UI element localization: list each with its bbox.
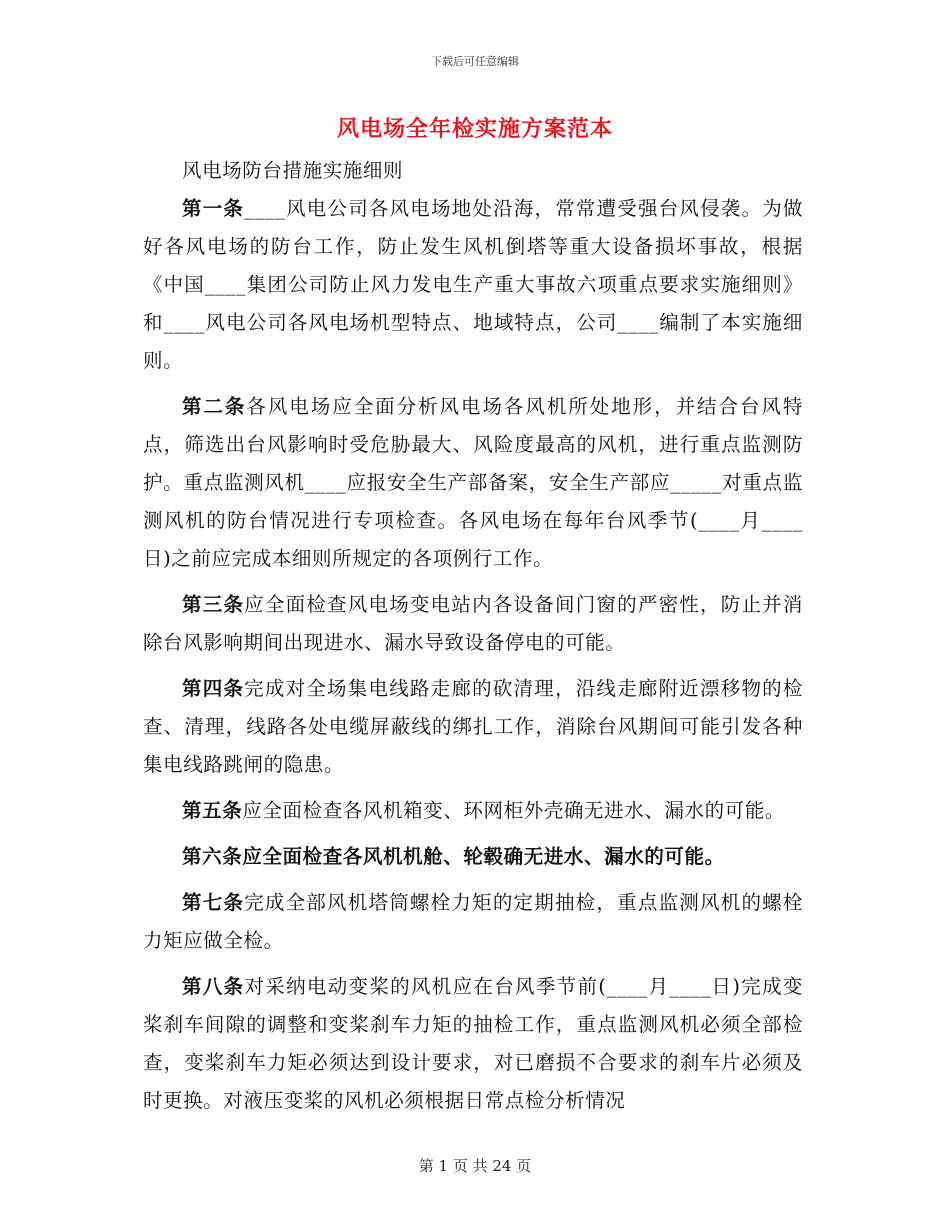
- article-8: [143, 968, 803, 1120]
- article-label: 第二条: [182, 395, 247, 418]
- article-label: 第三条: [182, 593, 245, 616]
- article-label: 第六条: [182, 845, 243, 868]
- article-label: 第四条: [182, 677, 245, 700]
- article-6: [143, 838, 803, 876]
- article-4: [143, 670, 803, 784]
- article-7: [143, 884, 803, 960]
- article-text: 应全面检查各风机箱变、环网柜外壳确无进水、漏水的可能。: [242, 799, 786, 822]
- article-1: [143, 190, 803, 380]
- article-text: 完成对全场集电线路走廊的砍清理，沿线走廊附近漂移物的检查、清理，线路各处电缆屏蔽线的绑扎工作，消除台风期间可能引发各种集电线路跳闸的隐患。: [143, 677, 803, 776]
- page-footer: 第 1 页 共 24 页: [418, 1157, 532, 1175]
- article-2: [143, 388, 803, 578]
- document-subtitle: 风电场防台措施实施细则: [182, 159, 404, 182]
- article-5: [143, 792, 803, 830]
- document-body: [143, 152, 803, 1128]
- article-text: 应全面检查各风机机舱、轮毂确无进水、漏水的可能。: [242, 845, 725, 868]
- article-label: 第一条: [182, 197, 245, 220]
- header-note: 下载后可任意编辑: [431, 55, 519, 68]
- article-label: 第七条: [182, 891, 245, 914]
- article-text: 各风电场应全面分析风电场各风机所处地形，并结合台风特点，筛选出台风影响时受危胁最大、风险度最高的风机，进行重点监测防护。重点监测风机____应报安全生产部备案，安全生产部应_____对重点监测风机的防台情况进行专项检查。各风电场在每年台风季节(____月____日)之前应完成本细则所规定的各项例行工作。: [143, 395, 803, 570]
- article-text: 完成全部风机塔筒螺栓力矩的定期抽检，重点监测风机的螺栓力矩应做全检。: [143, 891, 803, 952]
- article-label: 第五条: [182, 799, 243, 822]
- article-3: [143, 586, 803, 662]
- article-text: ____风电公司各风电场地处沿海，常常遭受强台风侵袭。为做好各风电场的防台工作，防止发生风机倒塔等重大设备损坏事故，根据《中国____集团公司防止风力发电生产重大事故六项重点要求实施细则》和____风电公司各风电场机型特点、地域特点，公司____编制了本实施细则。: [143, 197, 803, 372]
- article-label: 第八条: [182, 975, 245, 998]
- article-text: 对采纳电动变桨的风机应在台风季节前(____月____日)完成变桨刹车间隙的调整和变桨刹车力矩的抽检工作，重点监测风机必须全部检查，变桨刹车力矩必须达到设计要求，对已磨损不合要求的刹车片必须及时更换。对液压变桨的风机必须根据日常点检分析情况: [143, 975, 803, 1112]
- article-text: 应全面检查风电场变电站内各设备间门窗的严密性，防止并消除台风影响期间出现进水、漏水导致设备停电的可能。: [143, 593, 803, 654]
- document-title: 风电场全年检实施方案范本: [336, 117, 613, 142]
